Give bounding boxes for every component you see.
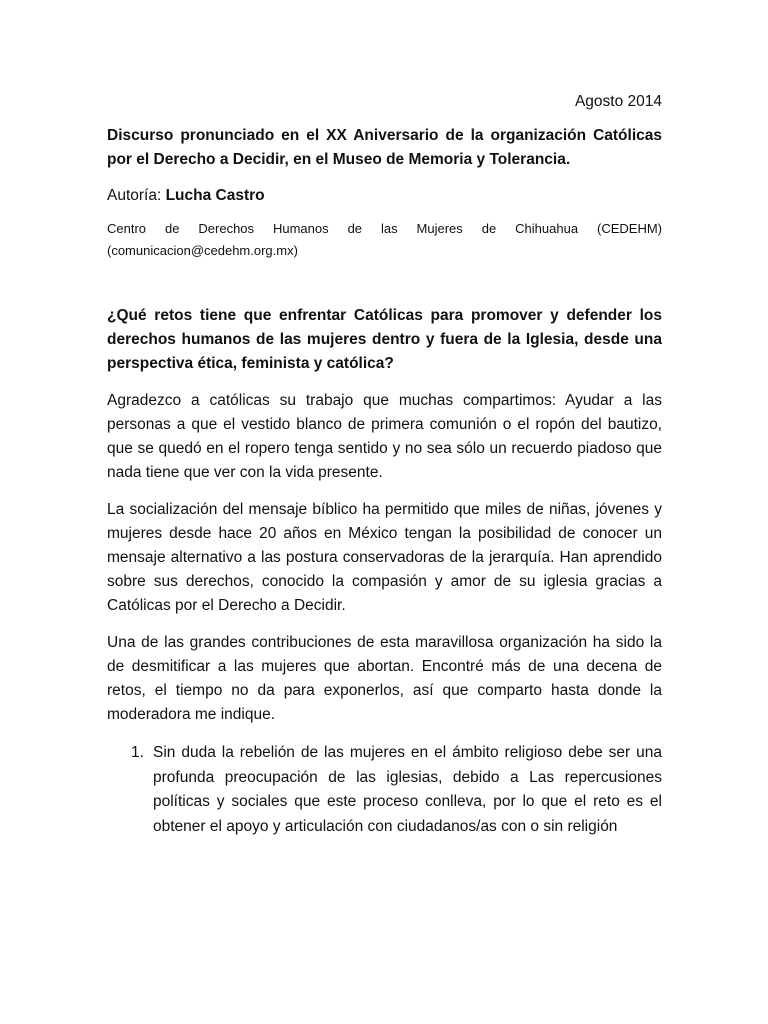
organization-email: (comunicacion@cedehm.org.mx): [107, 243, 298, 258]
author-line: [107, 184, 662, 208]
section-question: ¿Qué retos tiene que enfrentar Católicas para promover y defender los derechos humanos de las mujeres dentro y fuera de la Iglesia, desde una perspectiva ética, feminista y católica?: [107, 307, 662, 372]
organization-name: Centro de Derechos Humanos de las Mujeres de Chihuahua (CEDEHM): [107, 221, 662, 236]
author-name: Lucha Castro: [165, 187, 265, 204]
list-item-number: 1.: [131, 744, 144, 761]
document-date: Agosto 2014: [574, 93, 662, 110]
document-content: [107, 92, 662, 839]
paragraph: Una de las grandes contribuciones de esta maravillosa organización ha sido la de desmitificar a las mujeres que abortan. Encontré más de una decena de retos, el tiempo no da para exponerlos, así que comparto hasta donde la moderadora me indique.: [107, 634, 662, 723]
numbered-list: [107, 741, 662, 839]
paragraph: La socialización del mensaje bíblico ha permitido que miles de niñas, jóvenes y mujeres desde hace 20 años en México tengan la posibilidad de conocer un mensaje alternativo a las postura conservadoras de la jerarquía. Han aprendido sobre sus derechos, conocido la compasión y amor de su iglesia gracias a Católicas por el Derecho a Decidir.: [107, 501, 662, 614]
list-item-text: Sin duda la rebelión de las mujeres en el ámbito religioso debe ser una profunda preocupación de las iglesias, debido a Las repercusiones políticas y sociales que este proceso conlleva, por lo que el reto es el obtener el apoyo y articulación con ciudadanos/as con o sin religión: [153, 744, 662, 835]
author-label: Autoría:: [107, 187, 162, 204]
document-title: Discurso pronunciado en el XX Aniversario de la organización Católicas por el Derecho a Decidir, en el Museo de Memoria y Tolerancia.: [107, 127, 662, 168]
list-item: [107, 741, 662, 839]
paragraph: Agradezco a católicas su trabajo que muchas compartimos: Ayudar a las personas a que el vestido blanco de primera comunión o el ropón del bautizo, que se quedó en el ropero tenga sentido y no sea sólo un recuerdo piadoso que nada tiene que ver con la vida presente.: [107, 392, 662, 481]
